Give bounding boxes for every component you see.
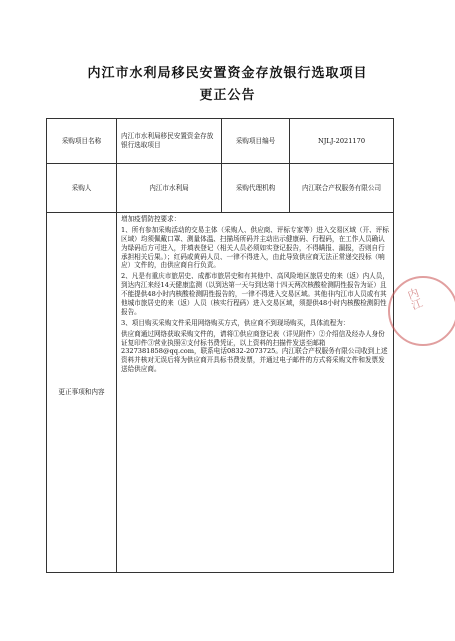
- project-name-label: 采购项目名称: [47, 119, 117, 164]
- buyer-value: 内江市水利局: [117, 164, 222, 213]
- agency-value: 内江联合产权服务有限公司: [290, 164, 394, 213]
- notice-table: [46, 118, 394, 573]
- document-title: 内江市水利局移民安置资金存放银行选取项目: [87, 66, 368, 81]
- project-name-value: 内江市水利局移民安置资金存放银行选取项目: [117, 119, 222, 164]
- change-paragraph-3: 3、项目购买采购文件采用网络购买方式，供应商不到现场购买，具体流程为：: [121, 318, 350, 327]
- change-paragraph-1: 1、所有参加采购活动的交易主体（采购人、供应商、评标专家等）进入交易区域（开、评标区域）均须佩戴口罩、测量体温、扫描场所码并主动出示健康码、行程码，在工作人员确认为绿码后方可进入，并填表登记（相关人员必须如实登记报告，不得瞒报、漏报，否则自行承担相关后果。）；红码或黄码人员、一律不得进入，由此导致供应商无法正常递交投标（响应）文件的，由供应商自行负责。: [121, 225, 389, 270]
- change-paragraph-4: 供应商通过网络获取采购文件的，请将①供应商登记表（详见附件）②介绍信及经办人身份证复印件③营业执照④支付标书费凭证，以上资料的扫描件发送至邮箱2327381858@qq.com，联系电话0832-2073725。内江联合产权服务有限公司收到上述资料并核对无误后将为供应商开具标书费发票，并通过电子邮件的方式将采购文件和发票发送给供应商。: [121, 329, 388, 374]
- agency-label: 采购代理机构: [222, 164, 290, 213]
- change-paragraph-0: 增加疫情防控要求：: [121, 215, 181, 223]
- project-no-value: NJLJ-2021170: [290, 119, 394, 164]
- change-label: 更正事项和内容: [47, 213, 117, 573]
- buyer-label: 采购人: [47, 164, 117, 213]
- project-no-label: 采购项目编号: [222, 119, 290, 164]
- change-content: [117, 213, 394, 573]
- official-seal: [388, 276, 455, 346]
- change-paragraph-2: 2、凡是有重庆市旅居史、成都市旅居史和有其他中、高风险地区旅居史的来（返）内人员，到达内江来经14天健康监测（以到达第一天与到达第十四天两次核酸检测阴性报告为证）且不能提供48小时内核酸检测阴性报告的，一律不得进入交易区域。其他非内江市人员或有其他城市旅居史的来（返）人员（核实行程码）进入交易区域，须提供48小时内核酸检测阴性报告。: [121, 272, 389, 316]
- document-subtitle: 更正公告: [199, 88, 256, 103]
- seal-text: 内江: [404, 286, 425, 312]
